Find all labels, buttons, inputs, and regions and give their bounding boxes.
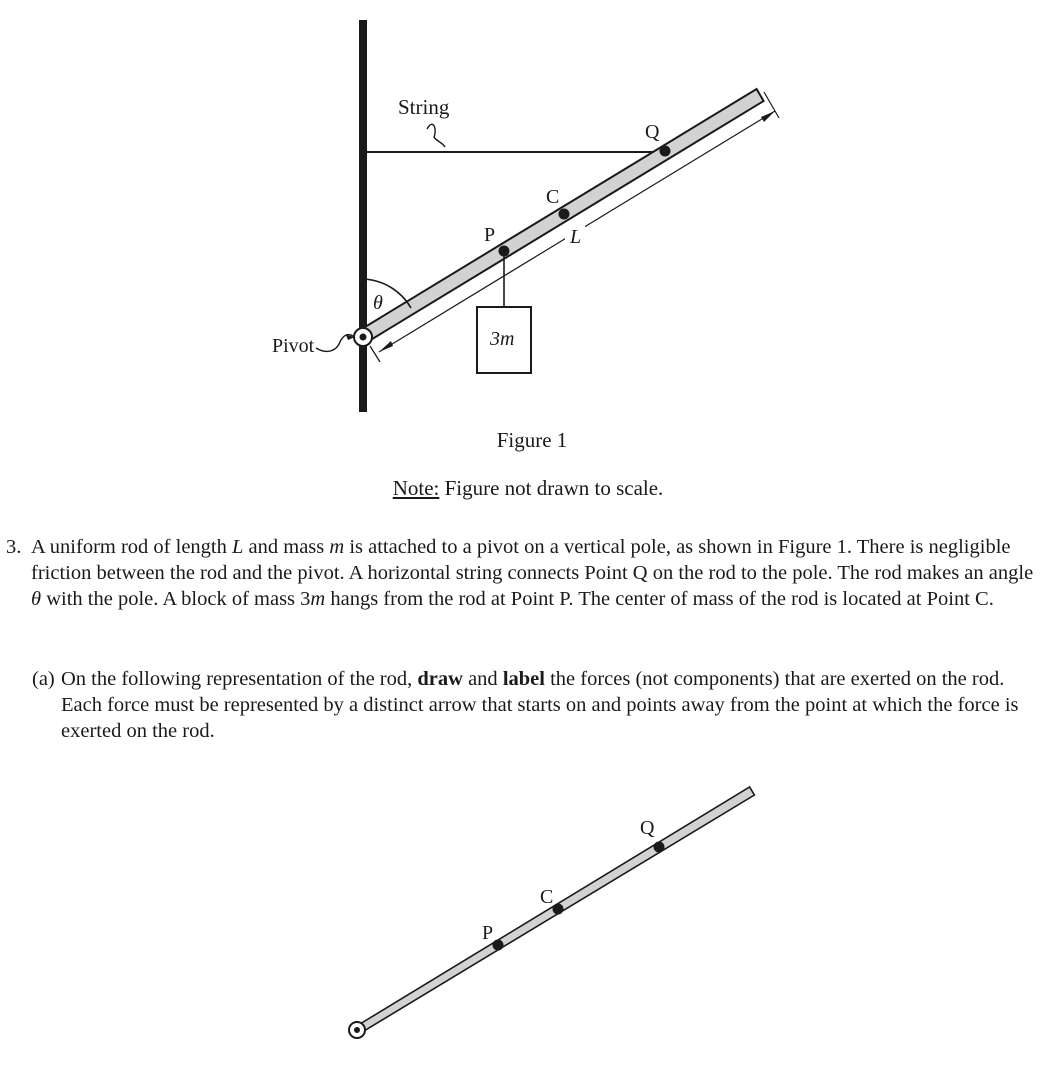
answer-point-c-dot [553,904,564,915]
var-length: L [232,536,244,558]
var-mass: m [329,536,345,558]
part-a-label: (a) [32,668,55,690]
string-leader-squiggle [427,124,445,147]
point-p-label: P [484,224,496,246]
note-prefix: Note: [392,476,440,500]
part-a-text-1: On the following representation of the rod, [61,668,418,690]
length-arrowhead-left [379,341,393,352]
question-text-2: and mass [243,536,330,558]
part-a-body [61,666,1042,744]
point-c-label: C [546,186,560,208]
point-q-dot [660,146,671,157]
point-q-label: Q [645,121,660,143]
pivot-center [360,334,367,341]
length-tick-left [370,346,380,362]
pivot-label: Pivot [272,335,315,357]
point-c-dot [559,209,570,220]
part-a [32,666,1042,744]
answer-pivot-center [354,1027,360,1033]
question-3 [6,534,1040,612]
question-text-1: A uniform rod of length [31,536,232,558]
length-arrowhead-right [761,111,775,122]
answer-point-q-dot [654,842,665,853]
note-text: Figure not drawn to scale. [439,476,664,500]
question-text-3: is attached to a pivot on a vertical pole, as shown in Figure 1. There is negligible friction between the rod and the pivot. A horizontal string connects Point Q on the rod to the pole. The rod makes an angle [31,536,1034,584]
block-label: 3m [490,328,515,350]
answer-point-p-dot [493,940,504,951]
question-text-4: with the pole. A block of mass 3 [41,588,311,610]
question-text-5: hangs from the rod at Point P. The center of mass of the rod is located at Point C. [325,588,994,610]
figure-note [0,476,1048,501]
answer-point-q-label: Q [640,817,655,839]
length-label: L [570,226,582,248]
question-body [31,534,1040,612]
figure-1-caption: Figure 1 [496,428,568,452]
question-number: 3. [6,536,22,558]
figure-1 [0,0,1048,425]
answer-rod-diagram[interactable] [0,770,1048,1070]
vertical-pole [359,20,367,412]
theta-label: θ [373,292,383,314]
answer-point-c-label: C [540,886,554,908]
part-a-bold-draw: draw [417,668,463,690]
part-a-text-2: and [462,668,503,690]
string-label: String [398,95,450,119]
var-theta: θ [31,588,42,610]
var-mass-2: m [310,588,326,610]
part-a-bold-label: label [502,668,545,690]
answer-point-p-label: P [482,922,494,944]
part-a-text-3: the forces (not components) that are exerted on the rod. Each force must be represented by a distinct arrow that starts on and points away from the point at which the force is exerted on the rod. [61,668,1019,742]
